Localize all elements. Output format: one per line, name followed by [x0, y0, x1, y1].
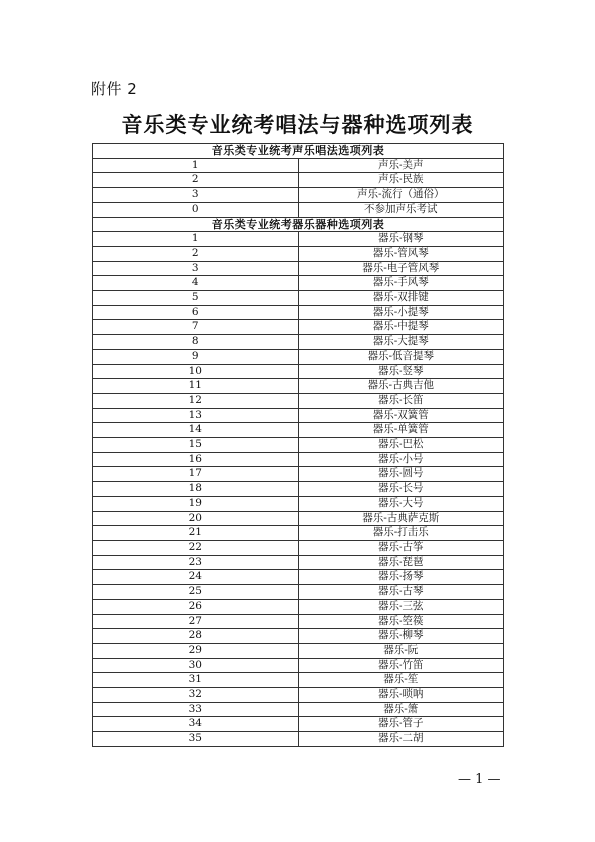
table-row — [93, 570, 504, 585]
option-number: 35 — [93, 732, 299, 747]
option-name: 器乐-小提琴 — [298, 305, 504, 320]
table-row — [93, 702, 504, 717]
table-row — [93, 232, 504, 247]
table-row — [93, 540, 504, 555]
option-name: 器乐-二胡 — [298, 732, 504, 747]
option-number: 17 — [93, 467, 299, 482]
table-row — [93, 496, 504, 511]
option-name: 器乐-双排键 — [298, 291, 504, 306]
option-name: 器乐-箫 — [298, 702, 504, 717]
table-row — [93, 452, 504, 467]
section-header: 音乐类专业统考声乐唱法选项列表 — [93, 144, 504, 159]
option-number: 2 — [93, 246, 299, 261]
option-number: 32 — [93, 688, 299, 703]
table-row — [93, 585, 504, 600]
option-name: 器乐-古典萨克斯 — [298, 511, 504, 526]
option-number: 15 — [93, 438, 299, 453]
option-name: 器乐-小号 — [298, 452, 504, 467]
option-name: 器乐-双簧管 — [298, 408, 504, 423]
table-row — [93, 188, 504, 203]
table-row — [93, 393, 504, 408]
option-number: 34 — [93, 717, 299, 732]
section-header-row — [93, 144, 504, 159]
option-number: 30 — [93, 658, 299, 673]
option-name: 器乐-大号 — [298, 496, 504, 511]
option-number: 2 — [93, 173, 299, 188]
table-row — [93, 305, 504, 320]
table-row — [93, 467, 504, 482]
table-row — [93, 202, 504, 217]
option-name: 器乐-圆号 — [298, 467, 504, 482]
option-name: 器乐-大提琴 — [298, 335, 504, 350]
option-name: 器乐-巴松 — [298, 438, 504, 453]
table-row — [93, 717, 504, 732]
option-name: 器乐-琵琶 — [298, 555, 504, 570]
table-row — [93, 511, 504, 526]
option-number: 3 — [93, 261, 299, 276]
table-row — [93, 599, 504, 614]
table-row — [93, 438, 504, 453]
table-row — [93, 335, 504, 350]
table-row — [93, 276, 504, 291]
table-row — [93, 291, 504, 306]
option-name: 声乐-民族 — [298, 173, 504, 188]
option-number: 14 — [93, 423, 299, 438]
table-row — [93, 320, 504, 335]
option-number: 6 — [93, 305, 299, 320]
option-name: 器乐-柳琴 — [298, 629, 504, 644]
option-number: 5 — [93, 291, 299, 306]
option-name: 器乐-长笛 — [298, 393, 504, 408]
option-number: 19 — [93, 496, 299, 511]
option-name: 器乐-竖琴 — [298, 364, 504, 379]
table-row — [93, 379, 504, 394]
table-row — [93, 158, 504, 173]
option-number: 10 — [93, 364, 299, 379]
option-name: 器乐-电子管风琴 — [298, 261, 504, 276]
options-table-body — [93, 144, 504, 747]
option-name: 器乐-古琴 — [298, 585, 504, 600]
attachment-label: 附件 2 — [91, 80, 138, 98]
table-row — [93, 364, 504, 379]
section-header-row — [93, 217, 504, 232]
table-row — [93, 482, 504, 497]
option-number: 1 — [93, 158, 299, 173]
table-row — [93, 246, 504, 261]
option-number: 13 — [93, 408, 299, 423]
option-number: 21 — [93, 526, 299, 541]
option-number: 22 — [93, 540, 299, 555]
option-name: 器乐-低音提琴 — [298, 349, 504, 364]
table-row — [93, 423, 504, 438]
option-number: 11 — [93, 379, 299, 394]
table-row — [93, 408, 504, 423]
option-name: 器乐-钢琴 — [298, 232, 504, 247]
option-name: 器乐-中提琴 — [298, 320, 504, 335]
table-row — [93, 658, 504, 673]
option-number: 31 — [93, 673, 299, 688]
option-name: 器乐-单簧管 — [298, 423, 504, 438]
option-number: 0 — [93, 202, 299, 217]
table-row — [93, 673, 504, 688]
option-name: 器乐-阮 — [298, 643, 504, 658]
table-row — [93, 349, 504, 364]
option-number: 23 — [93, 555, 299, 570]
option-name: 器乐-长号 — [298, 482, 504, 497]
option-name: 器乐-扬琴 — [298, 570, 504, 585]
option-number: 4 — [93, 276, 299, 291]
table-row — [93, 261, 504, 276]
page-number: — 1 — — [458, 772, 501, 787]
table-row — [93, 629, 504, 644]
document-title: 音乐类专业统考唱法与器种选项列表 — [121, 113, 474, 137]
option-number: 18 — [93, 482, 299, 497]
option-name: 器乐-三弦 — [298, 599, 504, 614]
option-name: 器乐-管子 — [298, 717, 504, 732]
option-name: 器乐-唢呐 — [298, 688, 504, 703]
option-name: 器乐-打击乐 — [298, 526, 504, 541]
option-number: 27 — [93, 614, 299, 629]
table-row — [93, 555, 504, 570]
option-number: 28 — [93, 629, 299, 644]
option-number: 1 — [93, 232, 299, 247]
option-name: 器乐-笙 — [298, 673, 504, 688]
option-name: 声乐-美声 — [298, 158, 504, 173]
option-name: 声乐-流行（通俗） — [298, 188, 504, 203]
table-row — [93, 643, 504, 658]
option-name: 器乐-古筝 — [298, 540, 504, 555]
table-row — [93, 732, 504, 747]
option-name: 不参加声乐考试 — [298, 202, 504, 217]
option-number: 20 — [93, 511, 299, 526]
option-number: 8 — [93, 335, 299, 350]
section-header: 音乐类专业统考器乐器种选项列表 — [93, 217, 504, 232]
option-name: 器乐-竹笛 — [298, 658, 504, 673]
option-number: 3 — [93, 188, 299, 203]
option-number: 24 — [93, 570, 299, 585]
table-row — [93, 614, 504, 629]
table-row — [93, 526, 504, 541]
option-number: 26 — [93, 599, 299, 614]
option-name: 器乐-手风琴 — [298, 276, 504, 291]
option-name: 器乐-箜篌 — [298, 614, 504, 629]
option-number: 9 — [93, 349, 299, 364]
option-number: 7 — [93, 320, 299, 335]
option-number: 33 — [93, 702, 299, 717]
option-name: 器乐-古典吉他 — [298, 379, 504, 394]
option-number: 25 — [93, 585, 299, 600]
table-row — [93, 688, 504, 703]
option-number: 16 — [93, 452, 299, 467]
option-number: 12 — [93, 393, 299, 408]
table-row — [93, 173, 504, 188]
option-name: 器乐-管风琴 — [298, 246, 504, 261]
options-table — [92, 143, 504, 747]
option-number: 29 — [93, 643, 299, 658]
